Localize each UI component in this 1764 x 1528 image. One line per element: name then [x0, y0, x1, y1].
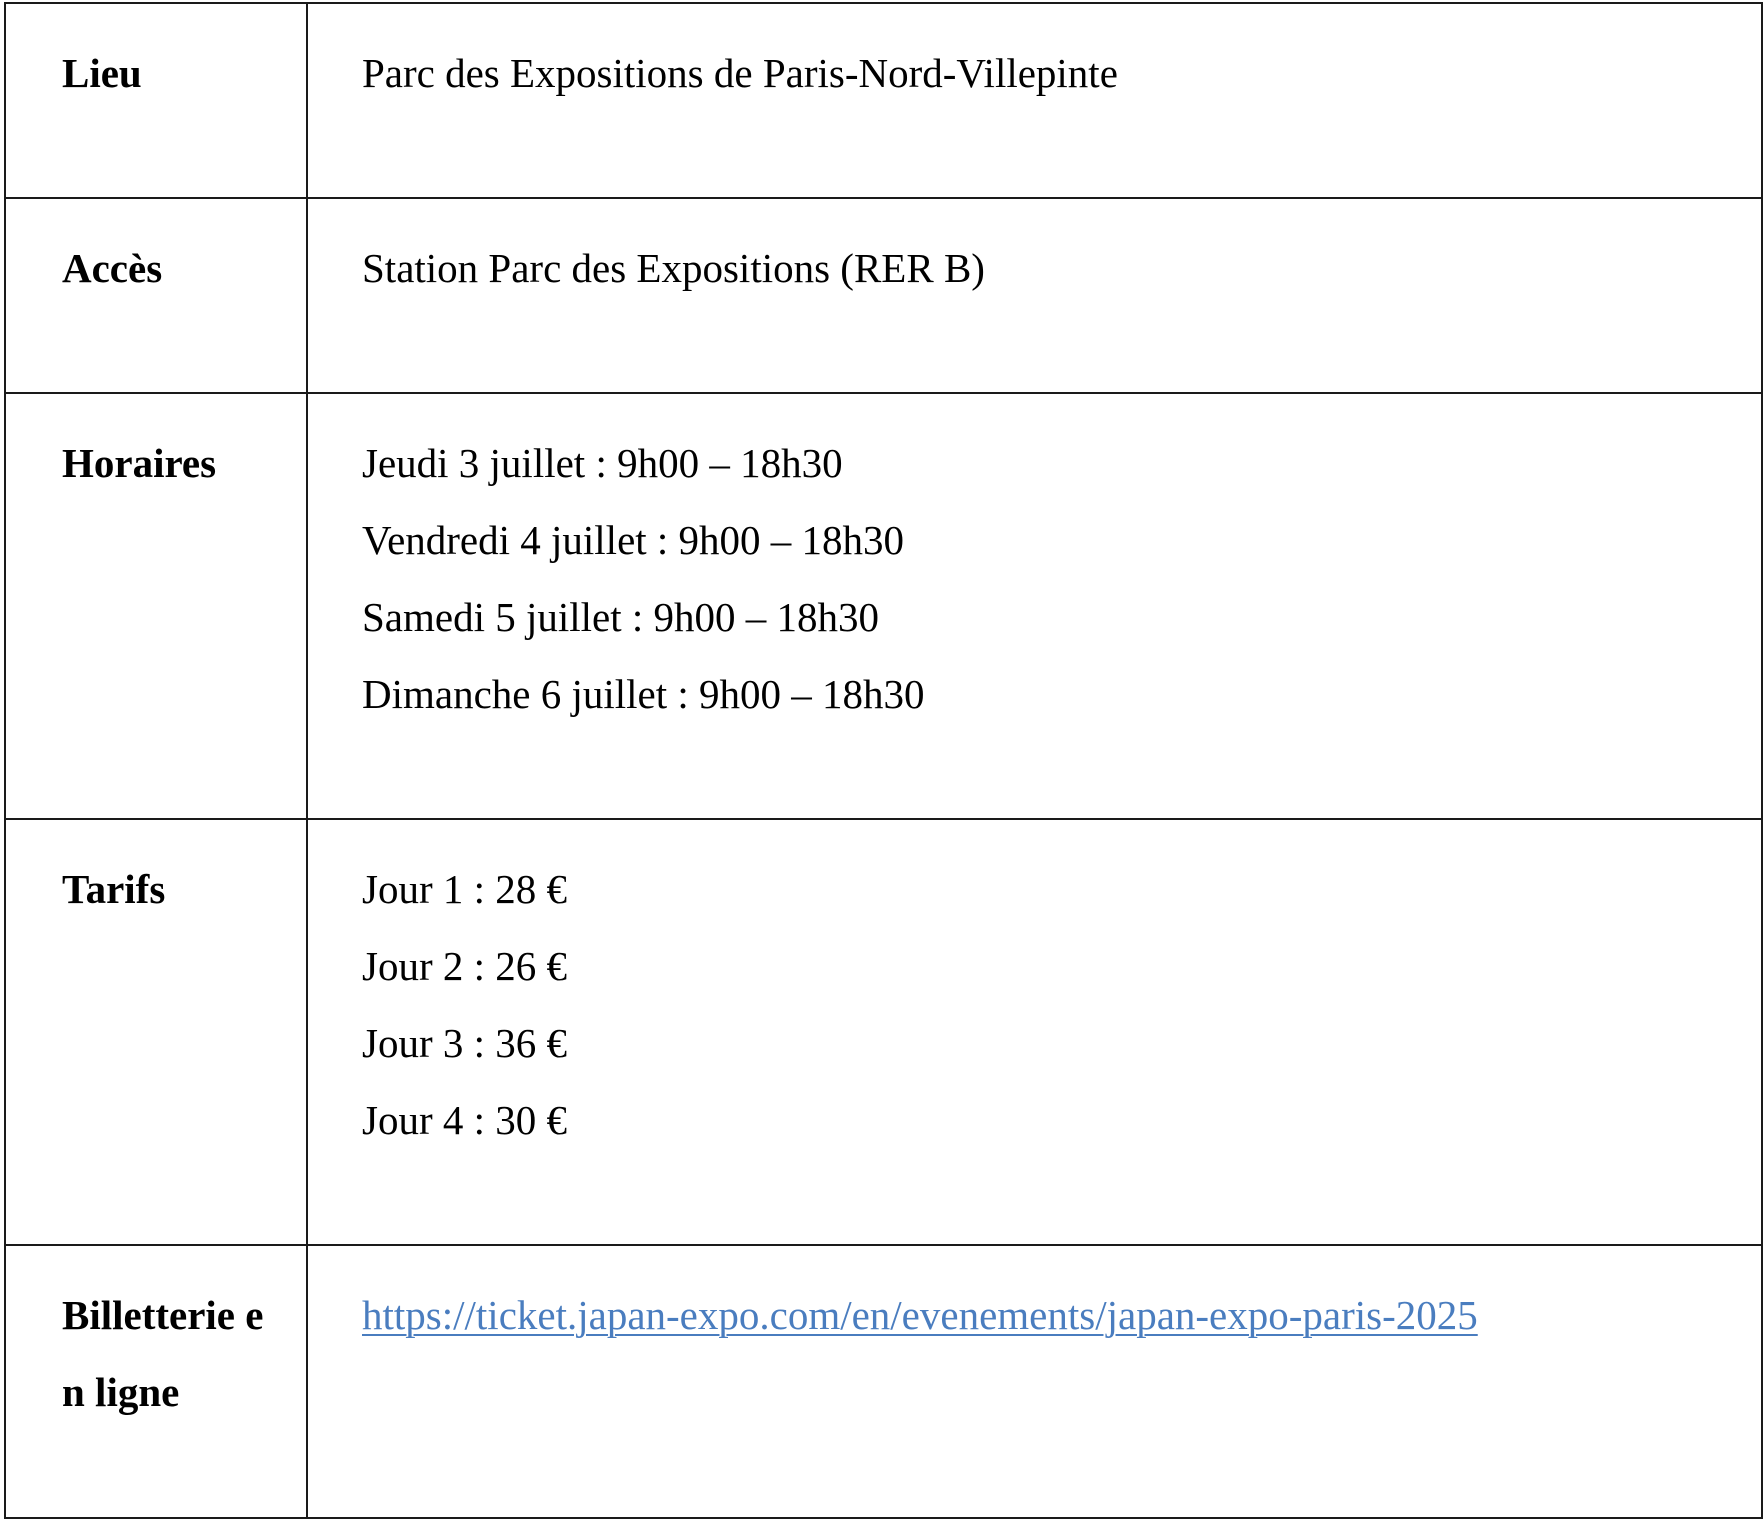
- schedule-line-thursday: Jeudi 3 juillet : 9h00 – 18h30: [362, 440, 843, 486]
- price-line-day-4: Jour 4 : 30 €: [362, 1097, 567, 1143]
- price-line-day-3: Jour 3 : 36 €: [362, 1020, 567, 1066]
- ticketing-link[interactable]: https://ticket.japan-expo.com/en/evenements/japan-expo-paris-2025: [362, 1292, 1478, 1338]
- label-cell-billetterie: [5, 1245, 307, 1518]
- row-label-lieu: Lieu: [62, 50, 142, 96]
- table-row-acces: [5, 198, 1762, 393]
- row-label-tarifs: Tarifs: [62, 866, 166, 912]
- value-cell-tarifs: [307, 819, 1762, 1245]
- label-cell-tarifs: [5, 819, 307, 1245]
- table-row-horaires: [5, 393, 1762, 819]
- label-cell-lieu: [5, 3, 307, 198]
- table-row-tarifs: [5, 819, 1762, 1245]
- schedule-line-friday: Vendredi 4 juillet : 9h00 – 18h30: [362, 517, 905, 563]
- value-cell-lieu: [307, 3, 1762, 198]
- row-label-horaires: Horaires: [62, 440, 217, 486]
- price-line-day-2: Jour 2 : 26 €: [362, 943, 567, 989]
- event-info-table: [4, 2, 1763, 1519]
- value-cell-acces: [307, 198, 1762, 393]
- table-row-lieu: [5, 3, 1762, 198]
- table-row-billetterie: [5, 1245, 1762, 1518]
- row-label-acces: Accès: [62, 245, 163, 291]
- row-label-billetterie: Billetterie en ligne: [62, 1292, 264, 1415]
- access-text: Station Parc des Expositions (RER B): [362, 245, 985, 291]
- label-cell-acces: [5, 198, 307, 393]
- value-cell-horaires: [307, 393, 1762, 819]
- schedule-line-sunday: Dimanche 6 juillet : 9h00 – 18h30: [362, 671, 925, 717]
- price-line-day-1: Jour 1 : 28 €: [362, 866, 567, 912]
- value-cell-billetterie: [307, 1245, 1762, 1518]
- schedule-line-saturday: Samedi 5 juillet : 9h00 – 18h30: [362, 594, 880, 640]
- venue-text: Parc des Expositions de Paris-Nord-Villepinte: [362, 50, 1118, 96]
- label-cell-horaires: [5, 393, 307, 819]
